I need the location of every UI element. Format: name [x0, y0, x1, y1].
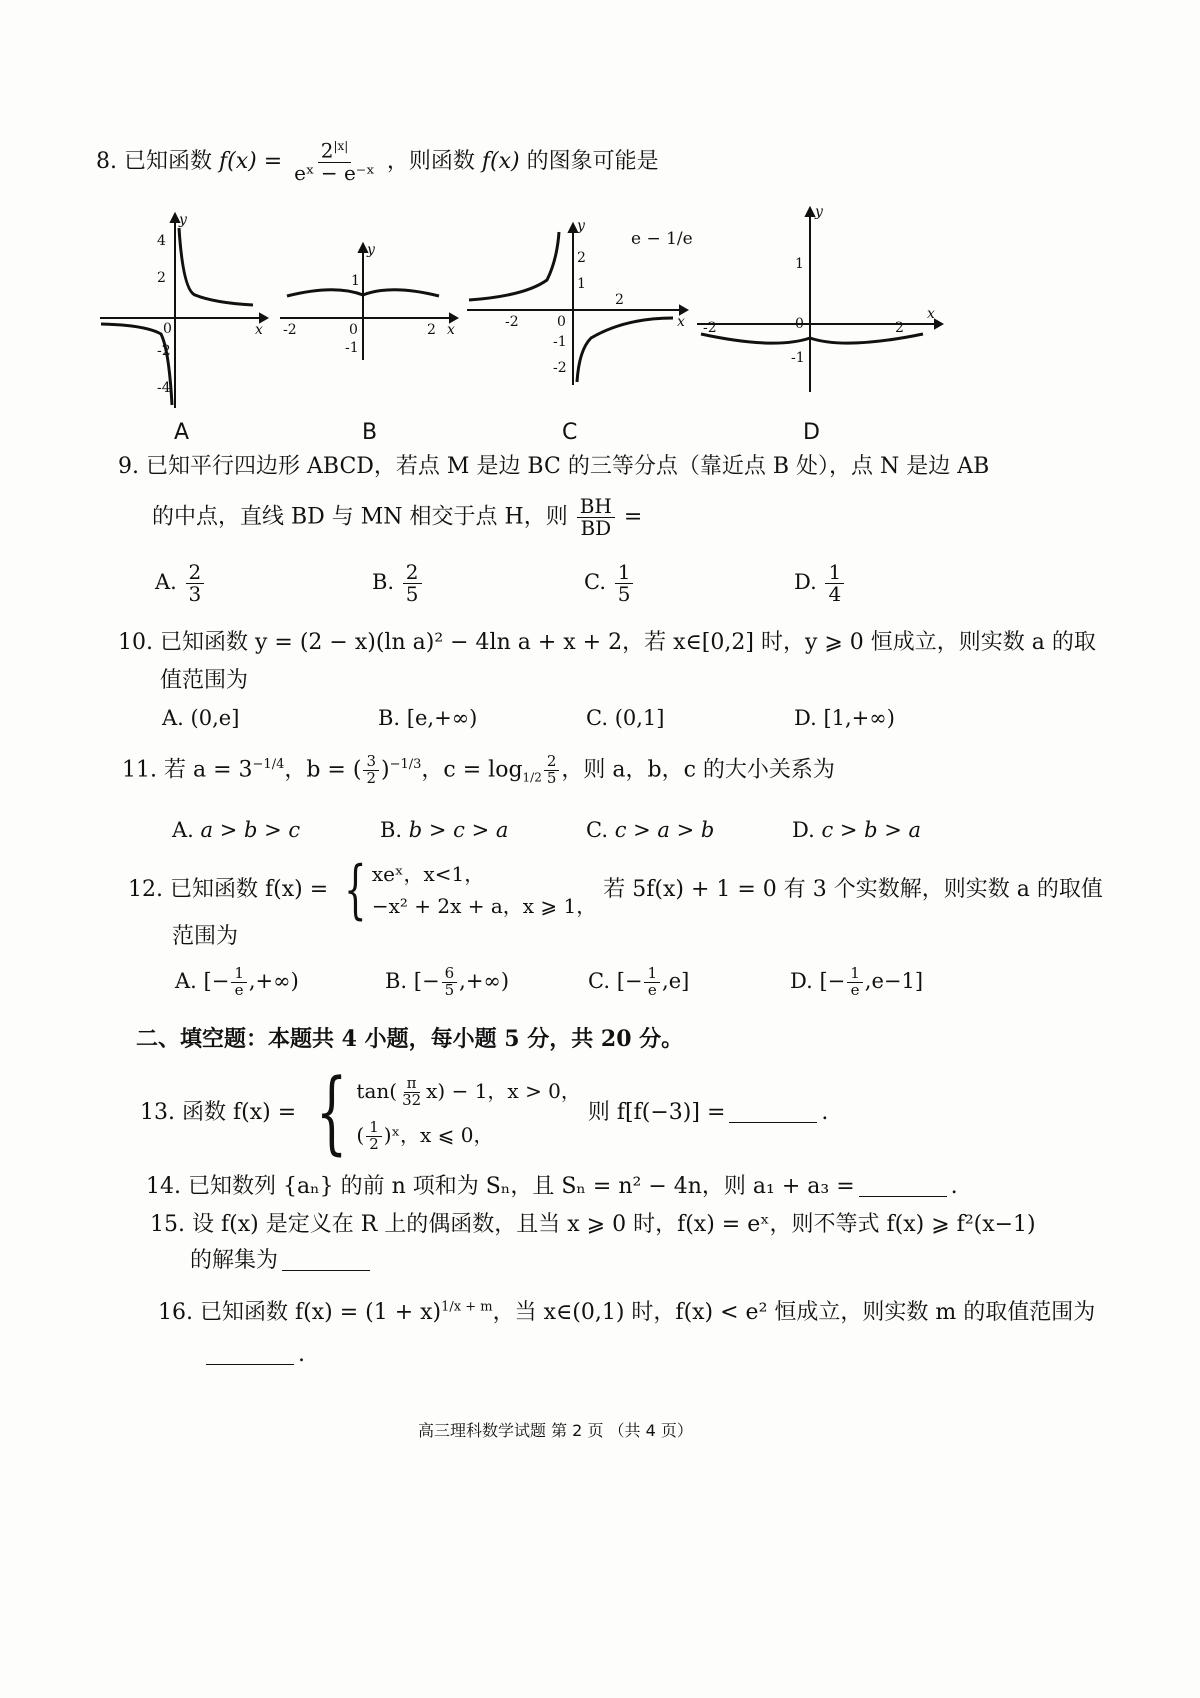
- q10-option-c: C. (0,1]: [586, 706, 665, 730]
- graph-d: [697, 208, 942, 392]
- q9-option-c: C. $\frac{1}{5}$: [584, 562, 635, 605]
- q8-text: 已知函数: [124, 148, 213, 174]
- svg-text:2: 2: [577, 250, 586, 266]
- q10-line1: 10. 已知函数 y = (2 − x)(ln a)² − 4ln a + x + 2，若 x∈[0,2] 时，y ⩾ 0 恒成立，则实数 a 的取: [118, 630, 1096, 655]
- graph-b: [280, 244, 457, 360]
- svg-text:-4: -4: [157, 380, 171, 396]
- q14-answer-blank[interactable]: [859, 1195, 947, 1197]
- svg-text:y: y: [179, 212, 187, 228]
- q10-option-d: D. [1,+∞): [794, 706, 895, 730]
- svg-text:y: y: [815, 204, 823, 220]
- svg-text:0: 0: [795, 316, 804, 332]
- graph-b-label: B: [362, 420, 378, 445]
- q12-option-b: B. [− $\frac{6}{5}$ ,+∞): [385, 964, 510, 999]
- svg-text:x: x: [447, 322, 455, 338]
- svg-text:0: 0: [349, 322, 358, 338]
- q11-option-d: D. c > b > a: [792, 818, 922, 842]
- svg-text:1: 1: [351, 273, 360, 289]
- q10-option-a: A. (0,e]: [162, 706, 240, 730]
- q12-option-c: C. [− $\frac{1}{e}$ ,e]: [588, 964, 690, 999]
- svg-text:-1: -1: [791, 350, 805, 366]
- q9-option-b: B. $\frac{2}{5}$: [372, 562, 424, 605]
- q9-line1: 9. 已知平行四边形 ABCD，若点 M 是边 BC 的三等分点（靠近点 B 处），点 N 是边 AB: [118, 454, 990, 479]
- q12-stem: 12. 已知函数 f(x) = { xeˣ，x<1， −x² + 2x + a，x ⩾ 1， 若 5f(x) + 1 = 0 有 3 个实数解，则实数 a 的取值: [128, 853, 1103, 927]
- q10-option-b: B. [e,+∞): [378, 706, 478, 730]
- q9-option-d: D. $\frac{1}{4}$: [794, 562, 846, 605]
- svg-text:4: 4: [157, 233, 166, 249]
- q15-answer-blank[interactable]: [282, 1269, 370, 1271]
- svg-text:0: 0: [557, 314, 566, 330]
- q8-stem: 8. 已知函数 f(x) = $\frac{2^{|x|}}{\text{eˣ − e⁻ˣ}}$ ，则函数 f(x) 的图象可能是: [96, 138, 659, 185]
- graph-c-label: C: [562, 420, 578, 445]
- graph-a: [100, 214, 267, 408]
- page-footer: 高三理科数学试题 第 2 页 （共 4 页）: [418, 1421, 693, 1440]
- q11-stem: 11. 若 $a = 3^{-1/4}$，b = ( $\frac{3}{2}$ )$^{-1/3}$，$c = \log_{1/2}$ $\frac{2}{5}$ ，则 a，b，c 的大小关系为: [122, 752, 835, 787]
- q12-line2: 范围为: [172, 924, 239, 949]
- svg-text:-1: -1: [345, 340, 359, 356]
- graph-a-label: A: [174, 420, 190, 445]
- section-2-heading: 二、填空题：本题共 4 小题，每小题 5 分，共 20 分。: [136, 1026, 684, 1052]
- q11-option-b: B. b > c > a: [380, 818, 509, 842]
- svg-text:-2: -2: [553, 360, 567, 376]
- q11-option-a: A. a > b > c: [172, 818, 301, 842]
- svg-text:-2: -2: [505, 314, 519, 330]
- q12-option-d: D. [− $\frac{1}{e}$ ,e−1]: [790, 964, 924, 999]
- svg-text:0: 0: [163, 321, 172, 337]
- q8-graphs: [95, 200, 955, 420]
- svg-text:2: 2: [895, 320, 904, 336]
- svg-text:x: x: [927, 306, 935, 322]
- q8-number: 8.: [96, 148, 117, 174]
- q15-line1: 15. 设 f(x) 是定义在 R 上的偶函数，且当 x ⩾ 0 时，f(x) = eˣ，则不等式 f(x) ⩾ f²(x−1): [150, 1212, 1036, 1237]
- svg-text:x: x: [677, 314, 685, 330]
- svg-text:1: 1: [795, 256, 804, 272]
- q12-option-a: A. [− $\frac{1}{e}$ ,+∞): [175, 964, 299, 999]
- q13-answer-blank[interactable]: [729, 1121, 817, 1123]
- q14-stem: 14. 已知数列 {aₙ} 的前 n 项和为 Sₙ，且 Sₙ = n² − 4n，则 a₁ + a₃ = .: [146, 1174, 958, 1199]
- q9-line2: 的中点，直线 BD 与 MN 相交于点 H，则 $\frac{BH}{BD}$ =: [152, 494, 643, 540]
- svg-text:2: 2: [615, 292, 624, 308]
- svg-text:y: y: [367, 242, 375, 258]
- q8-fraction: $\frac{2^{|x|}}{\text{eˣ − e⁻ˣ}}$: [294, 138, 375, 185]
- svg-text:-2: -2: [283, 322, 297, 338]
- q10-line2: 值范围为: [160, 668, 249, 693]
- q16-line2: .: [202, 1340, 305, 1371]
- q16-answer-blank[interactable]: [206, 1363, 294, 1365]
- svg-text:y: y: [577, 218, 585, 234]
- svg-text:1: 1: [577, 276, 586, 292]
- q15-line2: 的解集为: [190, 1246, 374, 1277]
- svg-text:x: x: [255, 322, 263, 338]
- q8-func: f(x) =: [219, 148, 283, 174]
- svg-text:-1: -1: [553, 334, 567, 350]
- q16-stem: 16. 已知函数 $f(x) = (1 + x)^{1/x + m}$，当 x∈(0,1) 时，f(x) < e² 恒成立，则实数 m 的取值范围为: [158, 1299, 1096, 1325]
- graph-d-label: D: [803, 420, 820, 445]
- svg-text:2: 2: [157, 270, 166, 286]
- q9-option-a: A. $\frac{2}{3}$: [155, 562, 206, 605]
- svg-text:2: 2: [427, 322, 436, 338]
- q11-option-c: C. c > a > b: [586, 818, 715, 842]
- q13-stem: 13. 函数 f(x) = { tan( $\frac{\pi}{32}$ x) − 1，x > 0， ( $\frac{1}{2}$ )ˣ，x ⩽ 0， 则 f[f(−3)] = .: [140, 1060, 829, 1165]
- svg-text:e − 1/e: e − 1/e: [631, 229, 693, 249]
- svg-text:-2: -2: [157, 343, 171, 359]
- svg-text:-2: -2: [703, 320, 717, 336]
